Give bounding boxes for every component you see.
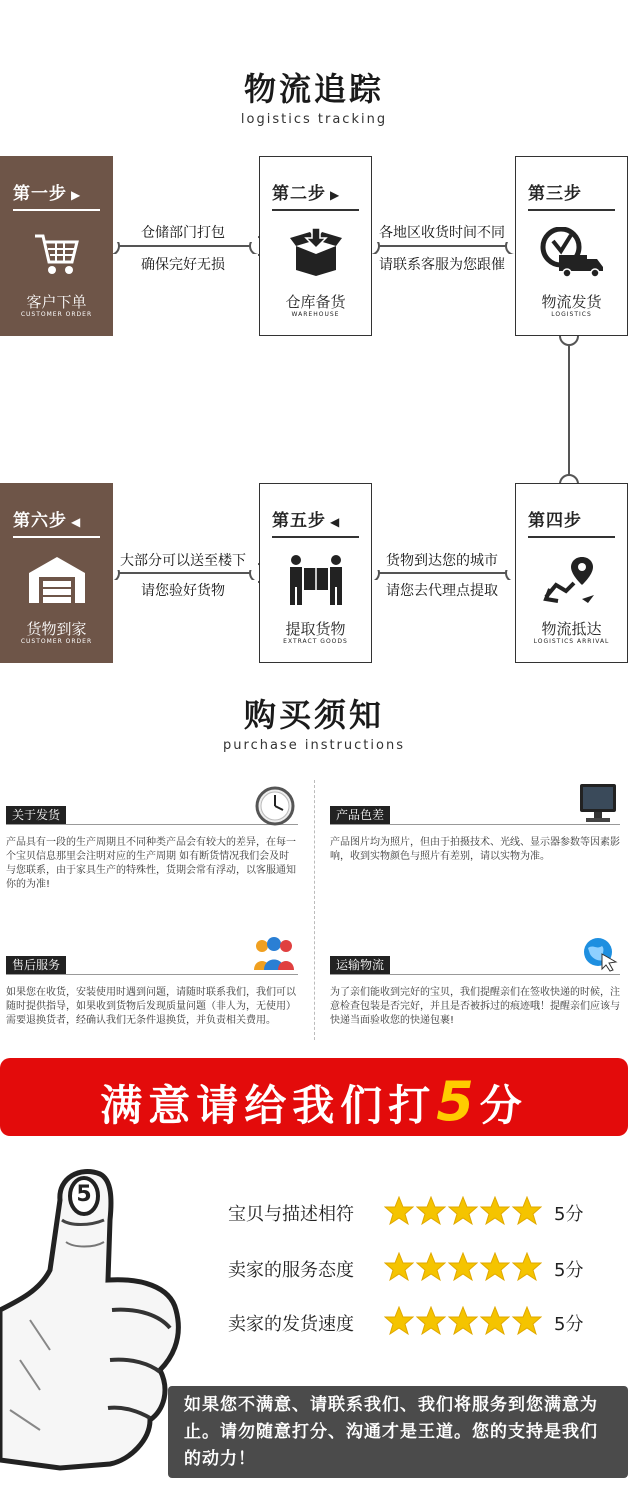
step-label: 第四步 [528, 511, 582, 531]
star-icon [416, 1252, 446, 1282]
info-tab-shipping-logistics: 运输物流 [330, 956, 390, 974]
connector-line-5-6 [112, 572, 260, 574]
footer-note: 如果您不满意、请联系我们、我们将服务到您满意为止。请勿随意打分、沟通才是王道。您的支持是我们的动力！ [184, 1395, 598, 1469]
step-name: 提取货物 [285, 620, 346, 638]
connector-line-3-4 [568, 336, 570, 484]
thumb-badge: 5 [76, 1182, 92, 1207]
info-tab-color: 产品色差 [330, 806, 390, 824]
star-icon [384, 1196, 414, 1226]
step-en: LOGISTICS [551, 311, 592, 318]
star-icon [416, 1306, 446, 1336]
monitor-icon [578, 782, 618, 828]
star-icon [480, 1306, 510, 1336]
star-icon [512, 1252, 542, 1282]
connector-line-2-3 [372, 245, 516, 247]
purchase-title: 购买须知 [243, 696, 384, 734]
rating-score: 5分 [554, 1204, 584, 1225]
star-icon [480, 1252, 510, 1282]
info-tab-aftersales: 售后服务 [6, 956, 66, 974]
info-rule [330, 974, 620, 975]
step-en: EXTRACT GOODS [283, 638, 348, 645]
purchase-subtitle: purchase instructions [223, 738, 405, 753]
step-name: 客户下单 [26, 293, 87, 311]
step-name: 物流发货 [541, 293, 602, 311]
connector-line-1-2 [112, 245, 260, 247]
connector-text-2: 各地区收货时间不同 [367, 222, 517, 242]
package-box-icon [260, 223, 371, 283]
step-en: CUSTOMER ORDER [20, 311, 93, 318]
star-icon [512, 1306, 542, 1336]
step-label: 第一步 ▶ [13, 184, 82, 204]
connector-text-1b: 确保完好无损 [108, 254, 258, 274]
star-icon [416, 1196, 446, 1226]
star-icon [512, 1196, 542, 1226]
step-4-box [515, 483, 628, 663]
info-rule [330, 824, 620, 825]
step-label: 第五步 ◀ [272, 511, 341, 531]
step-1-box [0, 156, 113, 336]
connector-text-1: 仓储部门打包 [108, 222, 258, 242]
rating-label: 卖家的发货速度 [228, 1314, 354, 1335]
star-icon [448, 1252, 478, 1282]
step-en: WAREHOUSE [291, 311, 340, 318]
rating-score: 5分 [554, 1260, 584, 1281]
connector-text-3: 货物到达您的城市 [367, 550, 517, 570]
delivery-truck-clock-icon [516, 223, 627, 283]
rating-stars [384, 1306, 544, 1336]
star-icon [384, 1306, 414, 1336]
rating-label: 卖家的服务态度 [228, 1260, 354, 1281]
star-icon [384, 1252, 414, 1282]
shopping-cart-icon [1, 223, 112, 283]
step-6-box [0, 483, 113, 663]
clock-icon [255, 786, 295, 830]
rating-score: 5分 [554, 1314, 584, 1335]
step-name: 货物到家 [26, 620, 87, 638]
rating-row-service [228, 1252, 608, 1284]
info-text-shipping: 产品具有一段的生产周期且不同种类产品会有较大的差异，在每一个宝贝信息那里会注明对应的生产周期 如有断货情况我们会及时与您联系，由于家具生产的特殊性，货期会常有浮动，以客服通知你的为准! [6, 837, 296, 890]
connector-text-4b: 请您验好货物 [108, 580, 258, 600]
warehouse-home-icon [1, 550, 112, 610]
banner-text: 满意请给我们打5分 [100, 1070, 528, 1133]
step-label: 第六步 ◀ [13, 511, 82, 531]
map-pin-route-icon [516, 550, 627, 610]
info-text-logistics: 为了亲们能收到完好的宝贝，我们提醒亲们在签收快递的时候，注意检查包装是否完好，并且是否被拆过的痕迹哦！提醒亲们应该与快递当面验收您的快递包裹! [330, 987, 620, 1026]
logistics-subtitle: logistics tracking [240, 112, 388, 127]
logistics-title: 物流追踪 [243, 70, 384, 108]
connector-text-4: 大部分可以送至楼下 [108, 550, 258, 570]
connector-text-3b: 请您去代理点提取 [367, 580, 517, 600]
globe-cursor-icon [582, 936, 618, 976]
rating-stars [384, 1252, 544, 1282]
column-divider [314, 780, 315, 1040]
step-name: 物流抵达 [541, 620, 602, 638]
rating-stars [384, 1196, 544, 1226]
info-tab-shipping: 关于发货 [6, 806, 66, 824]
rating-row-description [228, 1196, 608, 1228]
step-label: 第三步 [528, 184, 582, 204]
step-5-box [259, 483, 372, 663]
step-en: LOGISTICS ARRIVAL [533, 638, 610, 645]
rating-row-shipping-speed [228, 1306, 608, 1338]
info-text-color: 产品图片均为照片，但由于拍摄技术、光线、显示器参数等因素影响，收到实物颜色与照片有差别，请以实物为准。 [330, 837, 620, 862]
step-label: 第二步 ▶ [272, 184, 341, 204]
step-en: CUSTOMER ORDER [20, 638, 93, 645]
connector-line-4-5 [372, 572, 516, 574]
star-icon [480, 1196, 510, 1226]
step-3-box [515, 156, 628, 336]
info-text-aftersales: 如果您在收货，安装使用时遇到问题，请随时联系我们，我们可以随时提供指导，如果收到货物后发现质量问题（非人为，无使用）需要退换货者，经确认我们无条件退换货，并负责相关费用。 [6, 987, 296, 1026]
connector-text-2b: 请联系客服为您跟催 [367, 254, 517, 274]
people-group-icon [252, 936, 296, 976]
people-carrying-box-icon [260, 550, 371, 610]
step-name: 仓库备货 [285, 293, 346, 311]
step-2-box [259, 156, 372, 336]
star-icon [448, 1196, 478, 1226]
star-icon [448, 1306, 478, 1336]
rating-label: 宝贝与描述相符 [228, 1204, 354, 1225]
